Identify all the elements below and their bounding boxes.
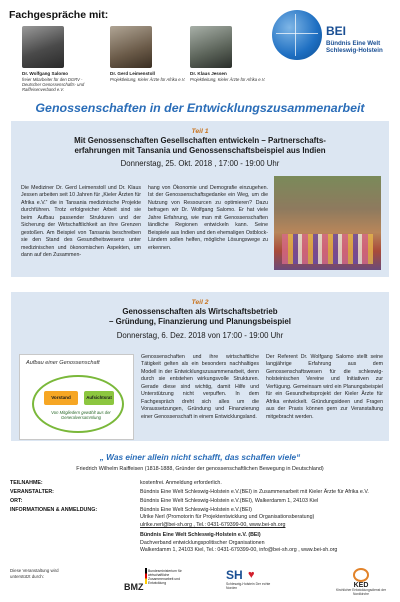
person-salomo: [22, 26, 98, 92]
info-line: kostenfrei. Anmeldung erforderlich.: [140, 480, 222, 486]
address-block: [140, 532, 390, 554]
info-value: [140, 498, 390, 505]
event-info: [10, 480, 390, 556]
panel-title-line2: erfahrungen mit Tansania und Genossenschaftsbeispiel aus Indien: [74, 145, 326, 155]
info-line: Ulrike Nerl (Promotorin für Projektentwicklung und Organisationsberatung): [140, 514, 315, 521]
info-line: Bündnis Eine Welt Schleswig-Holstein e.V.(BEI): [140, 507, 252, 513]
info-label: TEILNAHME:: [10, 480, 43, 486]
text-column-2: hang von Ökonomie und Demografie einzugehen. Ist der Genossenschaftsgedanke ein Weg, um die Nutzung von Ressourcen zu optimieren? Dazu befragen wir Dr. Wolfgang Salomo. Er hat viele Jahre Erfahrung, wie man mit Genossenschaften ländliche Regionen entwickeln kann. Seine Beispiele aus Indien und den ehemaligen Ostblock-Ländern sollen helfen, mögliche Lösungswege zu erkennen.: [148, 185, 268, 251]
person-name: Dr. Klaus Jessen: [190, 71, 227, 76]
ked-logo: [330, 568, 392, 598]
address-line: Bündnis Eine Welt Schleswig-Holstein e.V. (BEI): [140, 532, 261, 539]
text-column-1: Genossenschaften und ihre wirtschaftliche Tätigkeit gelten als ein besonders nachhaltiges Modell in der Entwicklungszusammenarbeit, denn durch sie entstehen wirkungsvolle Strukturen. Gerade diese sind wichtig, damit Hilfe und Unterstützung nicht verpuffen. In dem Fachgespräch dreht sich alles um die Voraussetzungen, Gründung und Finanzierung einer Genossenschaft in einem Entwicklungsland.: [141, 354, 259, 420]
info-line: Bündnis Eine Welt Schleswig-Holstein e.V.(BEI) in Zusammenarbeit mit Kieler Ärzte für Afrika e.V.: [140, 489, 369, 495]
info-row-teilnahme: [10, 480, 390, 487]
text-column-1: Die Mediziner Dr. Gerd Leimenstoll und Dr. Klaus Jessen arbeiten seit 10 Jahren für „Kieler Ärzten für Afrika e.V.“ die in Tansania medizinische Projekte durchführen. Trotz erfolgreicher Arbeit sind sie beim Aufbau passender Strukturen und der Sicherung der Wirtschaftlichkeit an ihre Grenzen gestoßen. Am Beispiel von Tansania beschreiben sie den Stand des Gesundheitswesens unter medizinischen und ökonomischen Aspekten, um dann auf den Zusammen-: [21, 185, 141, 259]
diagram-box-vorstand: Vorstand: [44, 391, 78, 405]
panel-title-line1: Mit Genossenschaften Gesellschaften entwickeln – Partnerschafts-: [74, 136, 326, 145]
sh-logo-abbr: SH: [226, 568, 243, 582]
info-row-anmeldung: [10, 507, 390, 529]
teil-label: Teil 1: [191, 128, 209, 135]
header: [0, 0, 400, 100]
portrait-jessen: [190, 26, 232, 68]
cooperative-diagram: [19, 354, 134, 440]
bei-logo-text: [326, 40, 383, 54]
sh-logo-text: Schleswig-Holstein Der echte Norden: [226, 582, 271, 591]
heart-icon: ♥: [248, 569, 255, 581]
info-value: [140, 489, 390, 496]
bei-logo-line1: Bündnis Eine Welt: [326, 40, 381, 47]
bei-logo-abbr: BEI: [326, 24, 347, 38]
person-desc: Projektleitung, Kieler Ärzte für Afrika e.V.: [110, 76, 186, 82]
info-row-veranstalter: [10, 489, 390, 496]
sponsor-note: [10, 568, 60, 579]
bmz-logo: [124, 568, 190, 598]
info-row-address: [10, 532, 390, 554]
event-date: Donnerstag, 25. Okt. 2018 , 17:00 - 19:00 Uhr: [120, 159, 280, 169]
panel-title-line1: Genossenschaften als Wirtschaftsbetrieb: [122, 307, 278, 316]
info-label: ORT:: [10, 498, 23, 504]
diagram-title: Aufbau einer Genossenschaft: [26, 360, 100, 366]
portrait-leimenstoll: [110, 26, 152, 68]
quote-source: Friedrich Wilhelm Raiffeisen (1818-1888, Gründer der genossenschaftlichen Bewegung in Deutschland): [76, 466, 324, 472]
teil-label: Teil 2: [191, 299, 209, 306]
person-name: Dr. Gerd Leimenstoll: [110, 71, 155, 76]
info-label: INFORMATIONEN & ANMELDUNG:: [10, 507, 98, 513]
portrait-salomo: [22, 26, 64, 68]
info-line: Bündnis Eine Welt Schleswig-Holstein e.V.(BEI), Walkerdamm 1, 24103 Kiel: [140, 498, 319, 504]
info-value: [140, 480, 390, 487]
info-label-empty: [10, 532, 140, 554]
person-desc: Projektleitung, Kieler Ärzte für Afrika e.V.: [190, 76, 266, 82]
raiffeisen-quote: „ Was einer allein nicht schafft, das schaffen viele“: [99, 452, 301, 462]
address-line: Walkerdamm 1, 24103 Kiel, Tel.: 0431-679399-00, info@bei-sh.org , www.bei-sh.org: [140, 547, 338, 554]
person-leimenstoll: [110, 26, 186, 82]
diagram-box-aufsichtsrat: Aufsichtsrat: [84, 391, 114, 405]
sponsor-note-text: Diese Veranstaltung wird unterstützt durch:: [10, 568, 59, 579]
german-flag-icon: [145, 568, 147, 584]
ked-logo-abbr: KED: [353, 582, 369, 589]
info-value: [140, 507, 390, 529]
bmz-logo-text: Bundesministerium für wirtschaftliche Zusammenarbeit und Entwicklung: [148, 569, 182, 586]
sh-logo: [226, 568, 276, 598]
main-title: Genossenschaften in der Entwicklungszusammenarbeit: [35, 101, 365, 115]
photo-children-india: [274, 176, 381, 270]
panel-teil-1: [11, 121, 389, 277]
ked-logo-text: Kirchlicher Entwicklungsdienst der Nordkirche: [335, 588, 387, 596]
address-line: Dachverband entwicklungspolitischer Organisationen: [140, 539, 265, 546]
person-jessen: [190, 26, 266, 82]
info-row-ort: [10, 498, 390, 505]
diagram-note: Von Mitgliedern gewählt aus der Generalversammlung: [51, 410, 111, 421]
globe-icon: [272, 10, 322, 60]
info-label: VERANSTALTER:: [10, 489, 54, 495]
text-column-2: Der Referent Dr. Wolfgang Salomo stellt seine langjährige Erfahrung aus dem Genossenschaftswesen für die schleswig-holsteinischen Vereine und Initiativen zur Verfügung. Gemeinsam wird ein Planungsbeispiel für ein Gesundheitsprojekt der Kieler Ärzte für Afrika entwickelt. Gründungsideen und Fragen aus der Praxis können gern zur Veranstaltung mitgebracht werden.: [266, 354, 383, 420]
panel-title-line2: – Gründung, Finanzierung und Planungsbeispiel: [109, 316, 291, 326]
panel-teil-2: [11, 292, 389, 441]
bei-logo-line2: Schleswig-Holstein: [326, 47, 383, 55]
contact-link[interactable]: ulrike.nerl@bei-sh.org , Tel.: 0431-679399-00, www.bei-sh.org: [140, 521, 286, 528]
fachgespraeche-heading: Fachgespräche mit:: [9, 9, 109, 21]
bei-logo: [272, 10, 390, 72]
ked-mark-icon: [353, 568, 369, 582]
event-date: Donnerstag, 6. Dez. 2018 von 17:00 - 19:00 Uhr: [116, 331, 284, 341]
person-name: Dr. Wolfgang Salomo: [22, 71, 69, 76]
person-desc: freier Mitarbeiter für den DGRV - Deutscher Genossenschafts- und Raiffeisenverband e.V.: [22, 76, 85, 92]
bmz-logo-abbr: BMZ: [124, 582, 144, 592]
